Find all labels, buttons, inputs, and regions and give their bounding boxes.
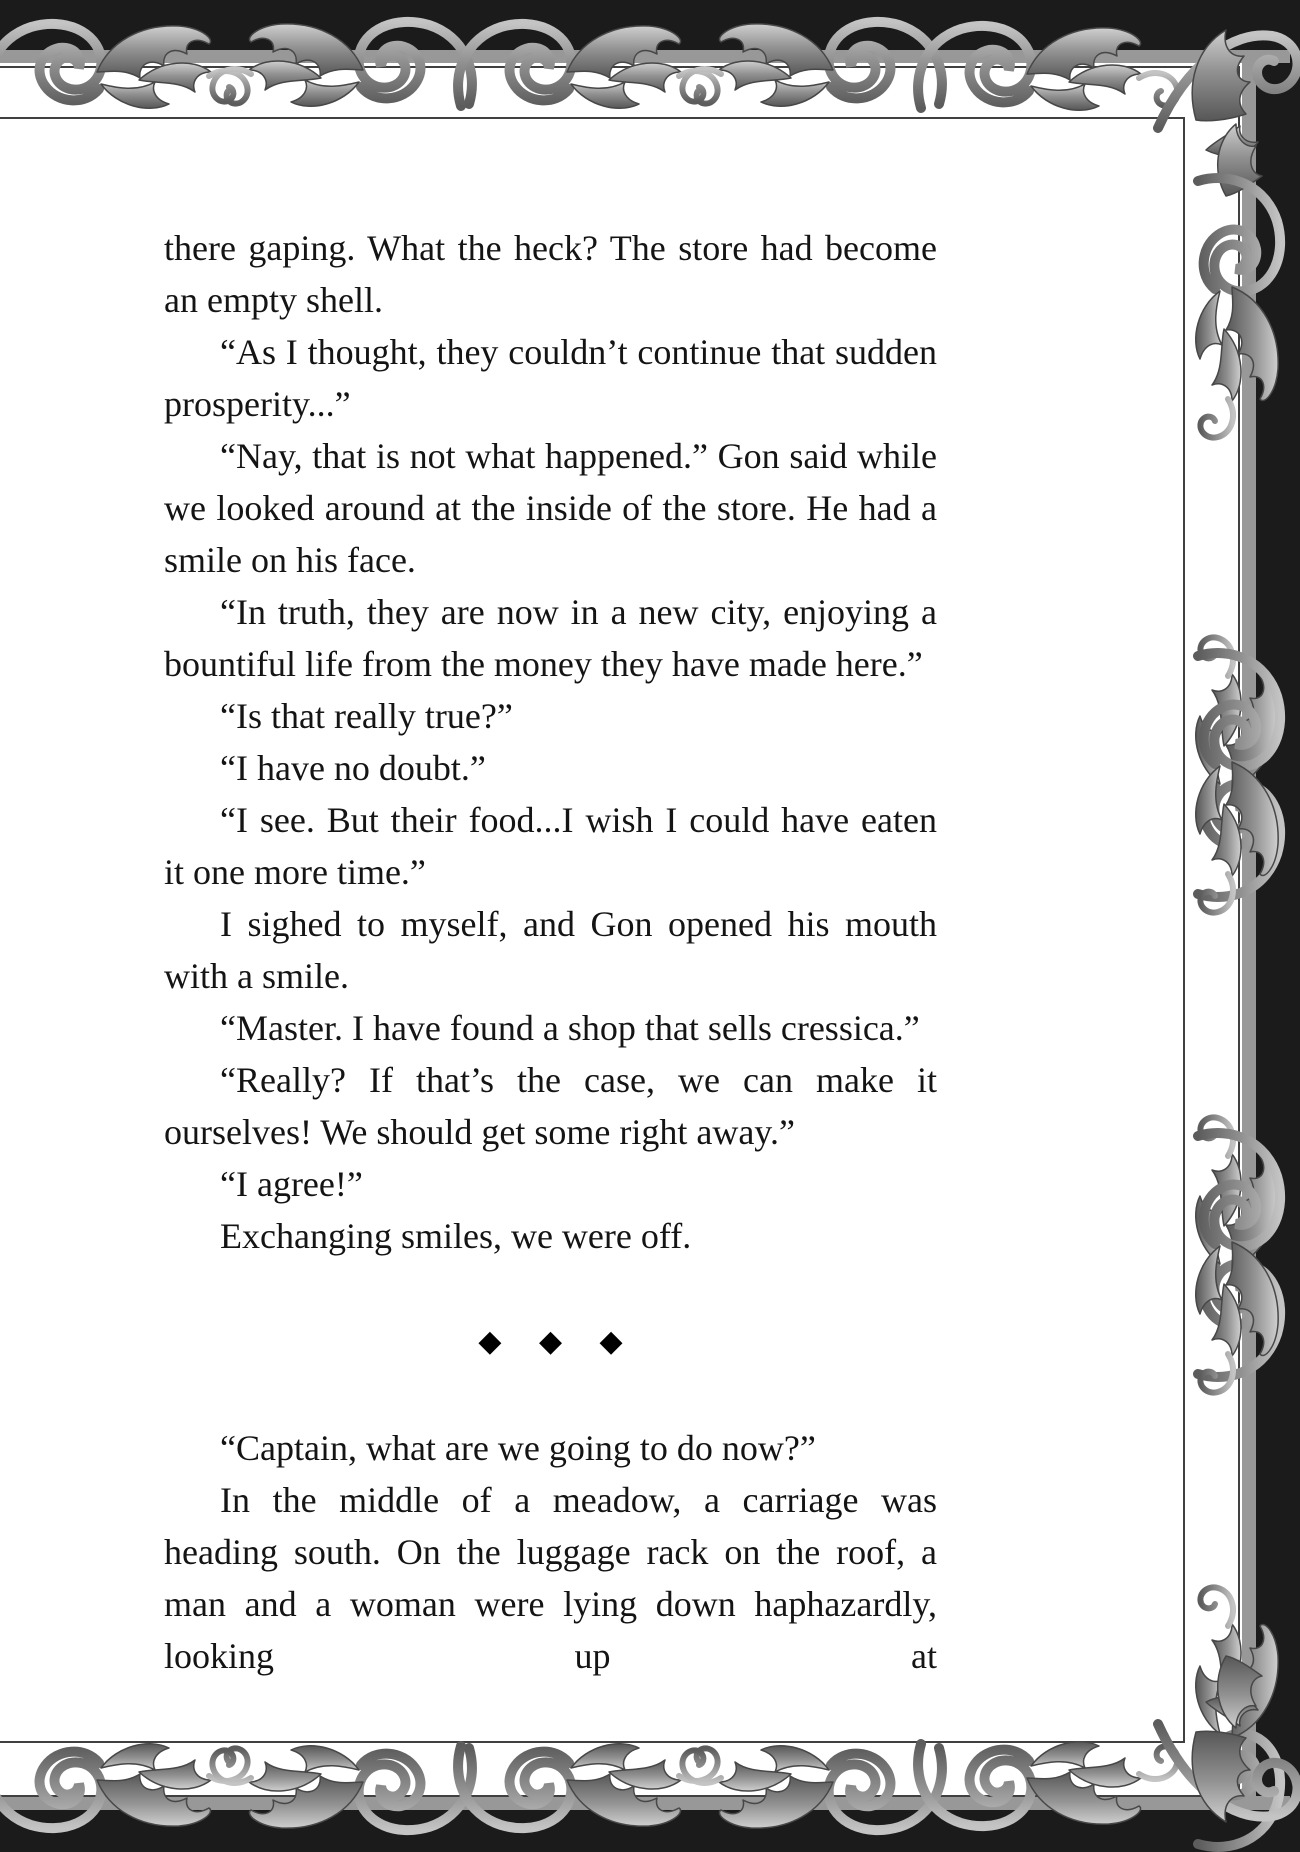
- paragraph: In the middle of a meadow, a carriage was heading south. On the luggage rack on the roof, a man and a woman were lying down haphazardly, looking up at: [164, 1480, 937, 1676]
- paragraph: “Really? If that’s the case, we can make it ourselves! We should get some right away.”: [164, 1060, 937, 1152]
- paragraph: “Captain, what are we going to do now?”: [220, 1428, 816, 1468]
- paragraph: “In truth, they are now in a new city, enjoying a bountiful life from the money they have made here.”: [164, 592, 937, 684]
- acanthus-ornament-right: [1196, 178, 1280, 1847]
- paragraph: “I see. But their food...I wish I could have eaten it one more time.”: [164, 800, 937, 892]
- paragraph: there gaping. What the heck? The store had become an empty shell.: [164, 228, 937, 320]
- paragraph: “I agree!”: [220, 1164, 363, 1204]
- paragraph: I sighed to myself, and Gon opened his mouth with a smile.: [164, 904, 937, 996]
- paragraph: “Nay, that is not what happened.” Gon said while we looked around at the inside of the store. He had a smile on his face.: [164, 436, 937, 580]
- paragraph: “Master. I have found a shop that sells cressica.”: [220, 1008, 920, 1048]
- acanthus-ornament-top: [0, 22, 1298, 196]
- text-section-2: [164, 1422, 937, 1682]
- paragraph: “Is that really true?”: [220, 696, 513, 736]
- text-section-1: [164, 222, 937, 1262]
- page-text: [164, 222, 937, 1682]
- paragraph: “As I thought, they couldn’t continue that sudden prosperity...”: [164, 332, 937, 424]
- paragraph: “I have no doubt.”: [220, 748, 486, 788]
- scene-break: [164, 1316, 937, 1368]
- diamond-separator-icon: ◆ ◆ ◆: [478, 1325, 623, 1358]
- paragraph: Exchanging smiles, we were off.: [220, 1216, 692, 1256]
- acanthus-ornament-bottom: [0, 1656, 1298, 1830]
